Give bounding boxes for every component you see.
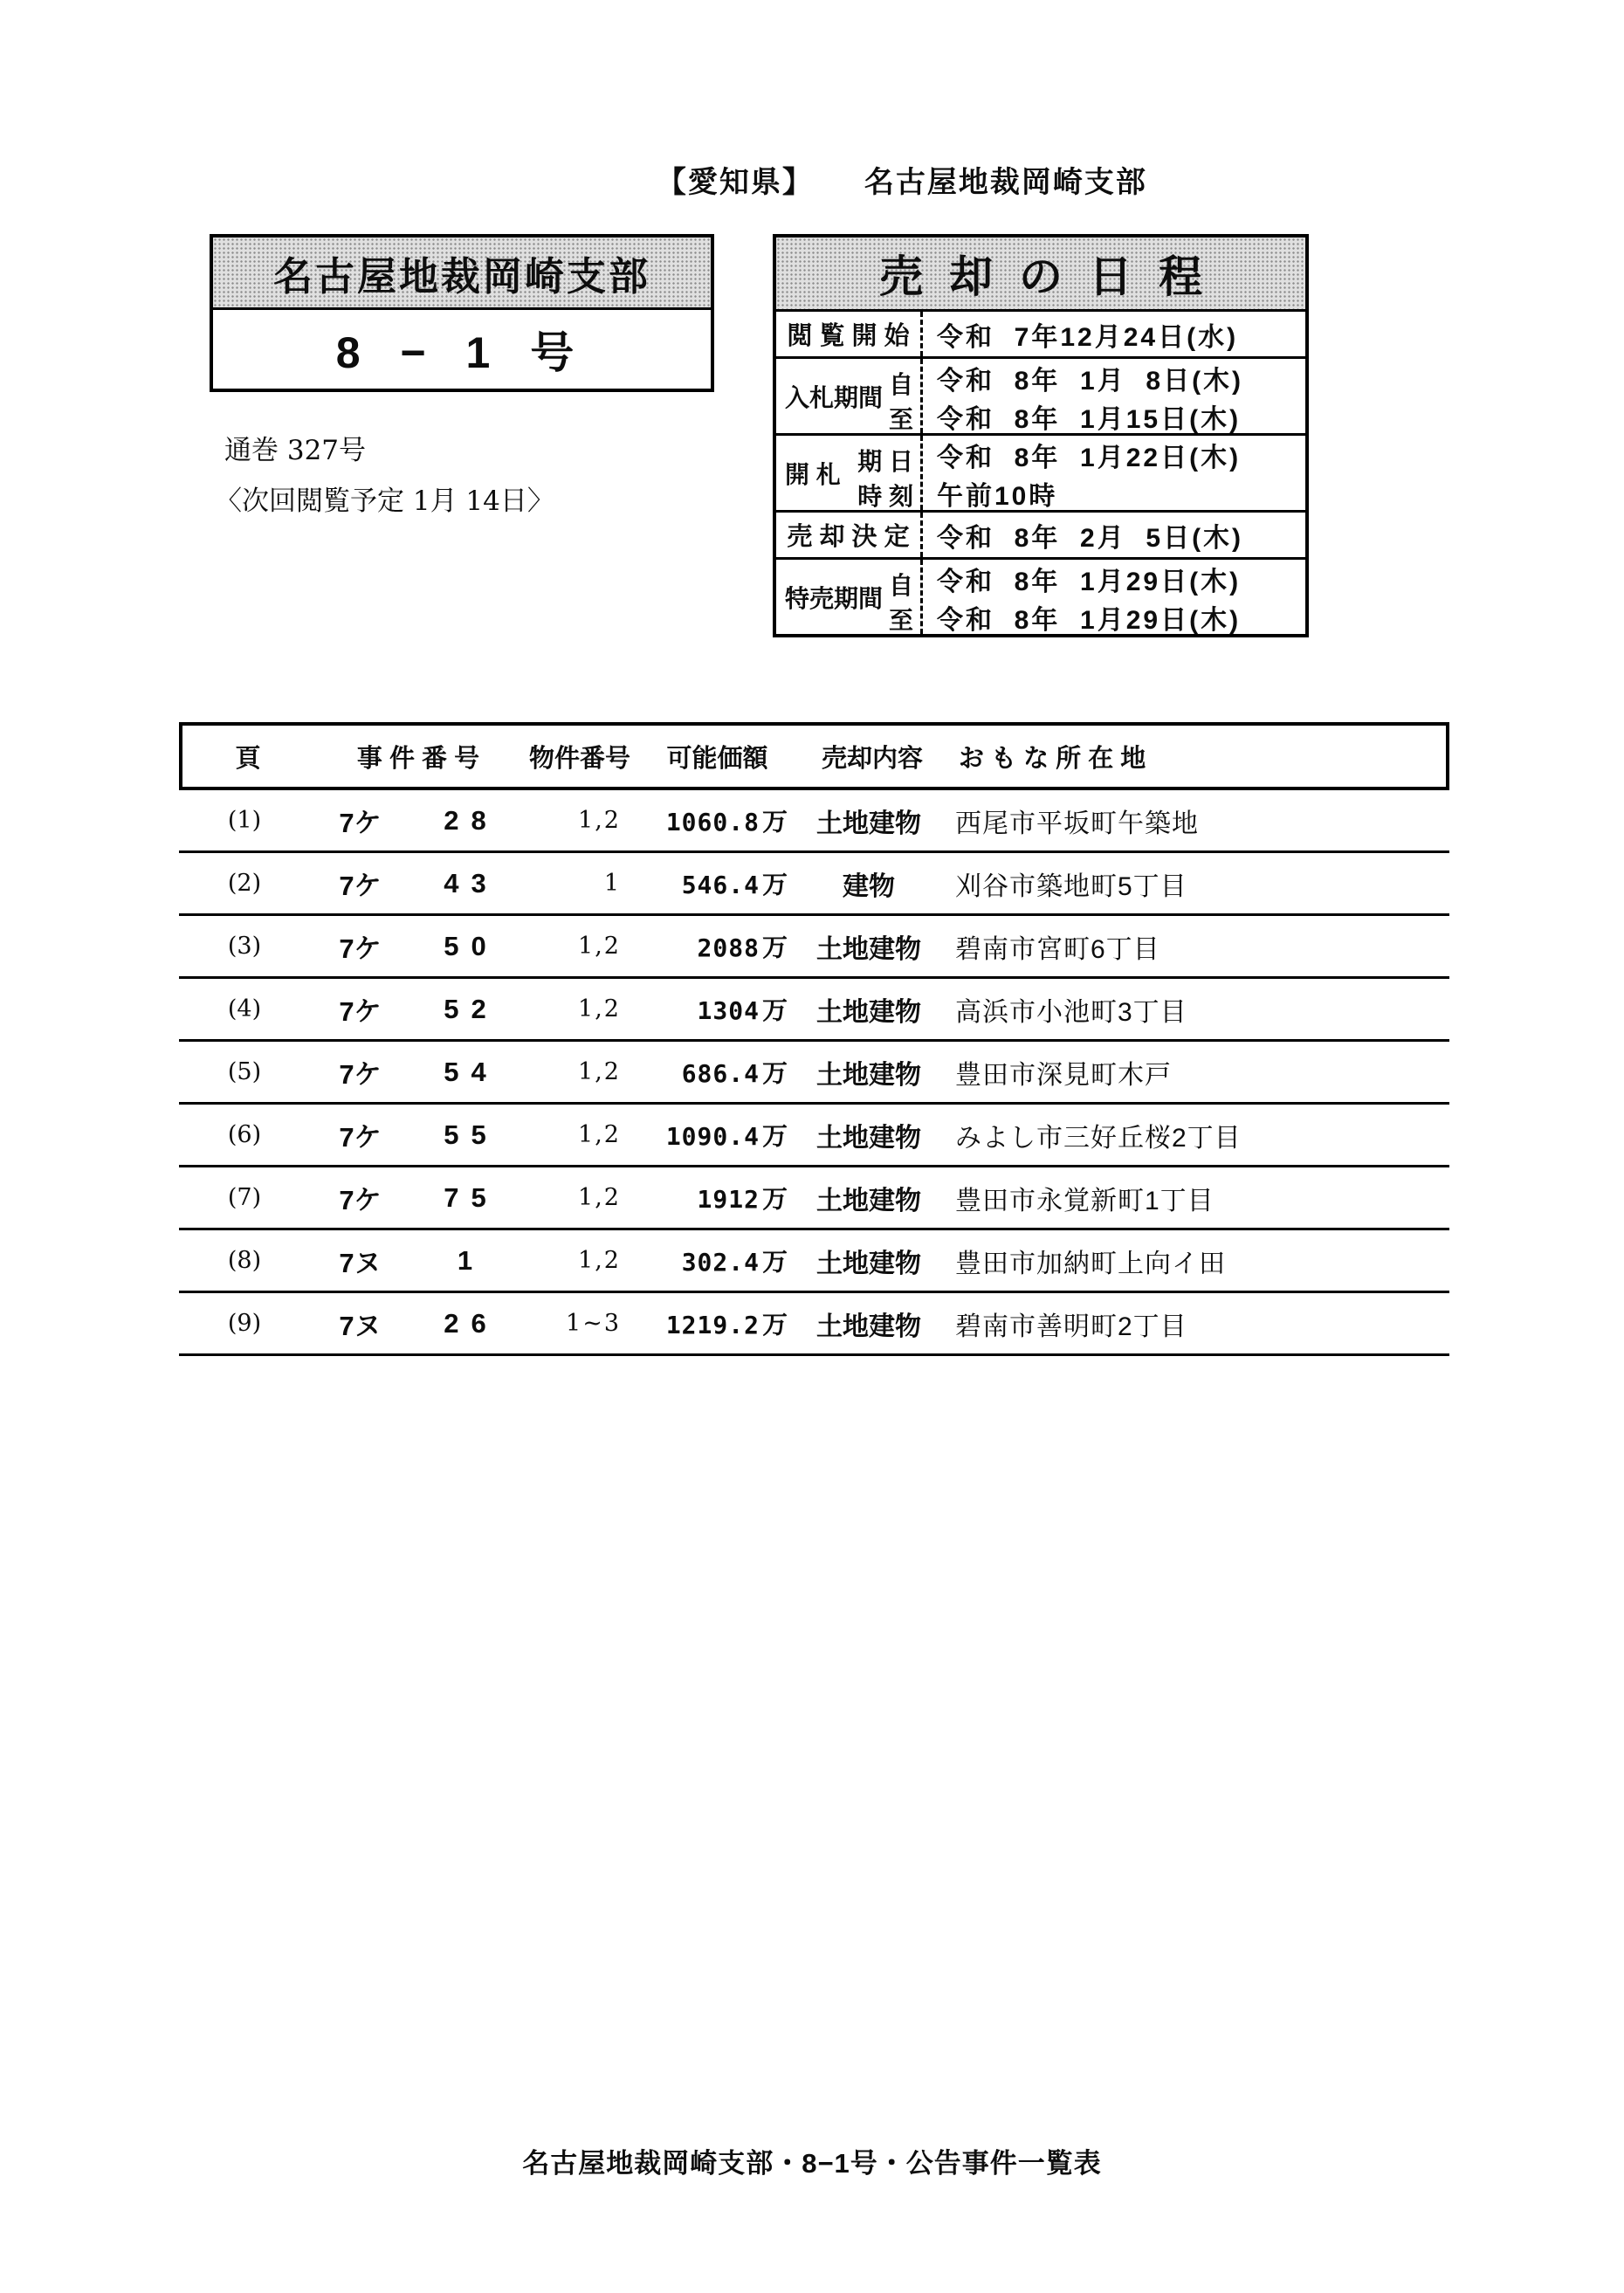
col-header-price: 可能価額 bbox=[666, 744, 768, 773]
case-page: (2) bbox=[227, 870, 262, 897]
sale-type: 土地建物 bbox=[816, 1060, 921, 1090]
appraised-price: 546.4 万 bbox=[633, 865, 795, 901]
col-header-location: お も な 所 在 地 bbox=[959, 744, 1146, 773]
issue-box bbox=[210, 234, 714, 392]
header-court-name: 名古屋地裁岡崎支部 bbox=[864, 166, 1147, 199]
schedule-row-label: 売 却 決 定 bbox=[776, 513, 923, 557]
schedule-value: 令和 8年 1月29日(木) bbox=[937, 568, 1242, 596]
col-header-property-number: 物件番号 bbox=[528, 744, 630, 773]
case-number-kana: 7ケ bbox=[339, 1185, 382, 1215]
page-header bbox=[0, 124, 1624, 235]
price-unit: 万 bbox=[761, 809, 788, 837]
appraised-price: 1219.2 万 bbox=[633, 1305, 795, 1341]
location: 碧南市宮町6丁目 bbox=[955, 934, 1160, 964]
case-list-table bbox=[179, 722, 1449, 1356]
sale-type: 土地建物 bbox=[816, 1312, 921, 1341]
sale-type: 建物 bbox=[843, 871, 895, 901]
case-number: 1 bbox=[457, 1244, 485, 1276]
case-number: 55 bbox=[444, 1119, 499, 1150]
volume-label: 通巻 327号 bbox=[224, 435, 367, 466]
schedule-row-values bbox=[923, 436, 1305, 510]
property-number: 1,2 bbox=[578, 807, 621, 834]
issue-box-number: 8 − 1 号 bbox=[335, 328, 588, 377]
appraised-price: 1304 万 bbox=[633, 991, 795, 1027]
location: 西尾市平坂町午築地 bbox=[955, 809, 1199, 838]
case-row bbox=[179, 1042, 1449, 1105]
location: 豊田市加納町上向イ田 bbox=[955, 1249, 1226, 1278]
case-number-kana: 7ケ bbox=[339, 871, 382, 901]
case-row bbox=[179, 1293, 1449, 1356]
schedule-value: 令和 8年 2月 5日(木) bbox=[937, 523, 1244, 553]
price-unit: 万 bbox=[761, 1123, 788, 1151]
col-header-page: 頁 bbox=[235, 744, 261, 773]
case-number: 54 bbox=[444, 1056, 499, 1087]
location: 刈谷市築地町5丁目 bbox=[955, 871, 1187, 901]
schedule-row-label: 入札期間 自 至 bbox=[776, 359, 923, 433]
location: 豊田市永覚新町1丁目 bbox=[955, 1186, 1215, 1215]
schedule-row-values bbox=[923, 359, 1305, 433]
schedule-row-sale-decision bbox=[776, 510, 1305, 557]
appraised-price: 1912 万 bbox=[633, 1180, 795, 1215]
appraised-price: 1090.4 万 bbox=[633, 1117, 795, 1153]
price-unit: 万 bbox=[761, 934, 788, 962]
schedule-sub-label: 自 bbox=[888, 572, 913, 599]
price-unit: 万 bbox=[761, 1060, 788, 1088]
case-number: 43 bbox=[444, 867, 499, 899]
schedule-value: 令和 8年 1月 8日(木) bbox=[937, 367, 1244, 396]
case-number-kana: 7ケ bbox=[339, 933, 382, 964]
schedule-value: 令和 7年12月24日(水) bbox=[937, 322, 1239, 352]
schedule-row-values bbox=[923, 513, 1305, 557]
next-viewing-note: 〈次回閲覧予定 1月 14日〉 bbox=[215, 485, 554, 517]
schedule-row-bid-opening bbox=[776, 433, 1305, 510]
location: 碧南市善明町2丁目 bbox=[955, 1312, 1187, 1341]
property-number: 1,2 bbox=[578, 933, 621, 960]
sale-schedule-table bbox=[773, 234, 1309, 637]
sale-type: 土地建物 bbox=[816, 1186, 921, 1215]
schedule-sub-labels bbox=[857, 436, 913, 510]
schedule-row-viewing-start bbox=[776, 309, 1305, 356]
sale-type: 土地建物 bbox=[816, 997, 921, 1027]
price-unit: 万 bbox=[761, 871, 788, 899]
case-row bbox=[179, 1230, 1449, 1293]
case-number: 75 bbox=[444, 1181, 499, 1213]
schedule-row-values bbox=[923, 312, 1305, 356]
location: みよし市三好丘桜2丁目 bbox=[955, 1123, 1242, 1153]
case-number-kana: 7ヌ bbox=[339, 1311, 382, 1341]
case-page: (3) bbox=[227, 933, 262, 960]
case-number-kana: 7ケ bbox=[339, 1122, 382, 1153]
case-number-kana: 7ヌ bbox=[339, 1248, 382, 1278]
case-row bbox=[179, 790, 1449, 853]
schedule-value: 令和 8年 1月15日(木) bbox=[937, 405, 1242, 434]
appraised-price: 2088 万 bbox=[633, 928, 795, 964]
case-table-header bbox=[179, 722, 1449, 790]
case-row bbox=[179, 1167, 1449, 1230]
case-page: (5) bbox=[227, 1058, 262, 1085]
page-footer: 名古屋地裁岡崎支部・8−1号・公告事件一覧表 bbox=[522, 2148, 1102, 2179]
case-number: 26 bbox=[444, 1307, 499, 1339]
property-number: 1,2 bbox=[578, 1184, 621, 1211]
property-number: 1,2 bbox=[578, 1058, 621, 1085]
col-header-case-number: 事 件 番 号 bbox=[356, 744, 480, 773]
location: 豊田市深見町木戸 bbox=[955, 1060, 1172, 1090]
case-number-kana: 7ケ bbox=[339, 1059, 382, 1090]
case-number: 28 bbox=[444, 804, 499, 836]
schedule-value: 令和 8年 1月29日(木) bbox=[937, 606, 1242, 635]
schedule-row-label: 開 札 期 日 時 刻 bbox=[776, 436, 923, 510]
schedule-row-special-sale bbox=[776, 557, 1305, 634]
appraised-price: 1060.8 万 bbox=[633, 802, 795, 838]
property-number: 1 bbox=[603, 870, 621, 897]
property-number: 1,2 bbox=[578, 1121, 621, 1148]
schedule-row-bid-period bbox=[776, 356, 1305, 433]
prefecture-label: 【愛知県】 bbox=[656, 166, 814, 199]
price-unit: 万 bbox=[761, 1186, 788, 1214]
case-number-kana: 7ケ bbox=[339, 996, 382, 1027]
schedule-row-label: 特売期間 自 至 bbox=[776, 560, 923, 634]
appraised-price: 302.4 万 bbox=[633, 1243, 795, 1278]
sale-type: 土地建物 bbox=[816, 934, 921, 964]
schedule-sub-label: 時 刻 bbox=[857, 483, 913, 510]
issue-box-court-name: 名古屋地裁岡崎支部 bbox=[213, 238, 711, 310]
case-page: (1) bbox=[227, 807, 262, 834]
schedule-value: 令和 8年 1月22日(木) bbox=[937, 444, 1242, 472]
schedule-sub-label: 期 日 bbox=[857, 448, 913, 475]
schedule-sub-label: 自 bbox=[888, 371, 913, 398]
case-number: 50 bbox=[444, 930, 499, 961]
case-number: 52 bbox=[444, 993, 499, 1024]
schedule-value: 午前10時 bbox=[937, 482, 1058, 511]
schedule-sub-labels bbox=[889, 560, 913, 634]
case-row bbox=[179, 979, 1449, 1042]
schedule-sub-label: 至 bbox=[888, 406, 913, 433]
case-page: (9) bbox=[227, 1310, 262, 1337]
case-row bbox=[179, 853, 1449, 916]
schedule-row-label: 閲 覧 開 始 bbox=[776, 312, 923, 356]
case-page: (6) bbox=[227, 1121, 262, 1148]
schedule-title: 売却の日程 bbox=[776, 238, 1305, 309]
schedule-sub-label: 至 bbox=[888, 607, 913, 634]
case-row bbox=[179, 1105, 1449, 1167]
schedule-sub-labels bbox=[889, 359, 913, 433]
sale-type: 土地建物 bbox=[816, 809, 921, 838]
case-page: (7) bbox=[227, 1184, 262, 1211]
price-unit: 万 bbox=[761, 1249, 788, 1277]
case-number-kana: 7ケ bbox=[339, 808, 382, 838]
property-number: 1~3 bbox=[566, 1310, 621, 1337]
sale-type: 土地建物 bbox=[816, 1123, 921, 1153]
case-row bbox=[179, 916, 1449, 979]
case-page: (4) bbox=[227, 995, 262, 1023]
property-number: 1,2 bbox=[578, 1247, 621, 1274]
appraised-price: 686.4 万 bbox=[633, 1054, 795, 1090]
col-header-sale-type: 売却内容 bbox=[821, 744, 923, 773]
property-number: 1,2 bbox=[578, 995, 621, 1023]
location: 高浜市小池町3丁目 bbox=[955, 997, 1187, 1027]
case-page: (8) bbox=[227, 1247, 262, 1274]
schedule-row-values bbox=[923, 560, 1305, 634]
sale-type: 土地建物 bbox=[816, 1249, 921, 1278]
price-unit: 万 bbox=[761, 997, 788, 1025]
price-unit: 万 bbox=[761, 1312, 788, 1339]
